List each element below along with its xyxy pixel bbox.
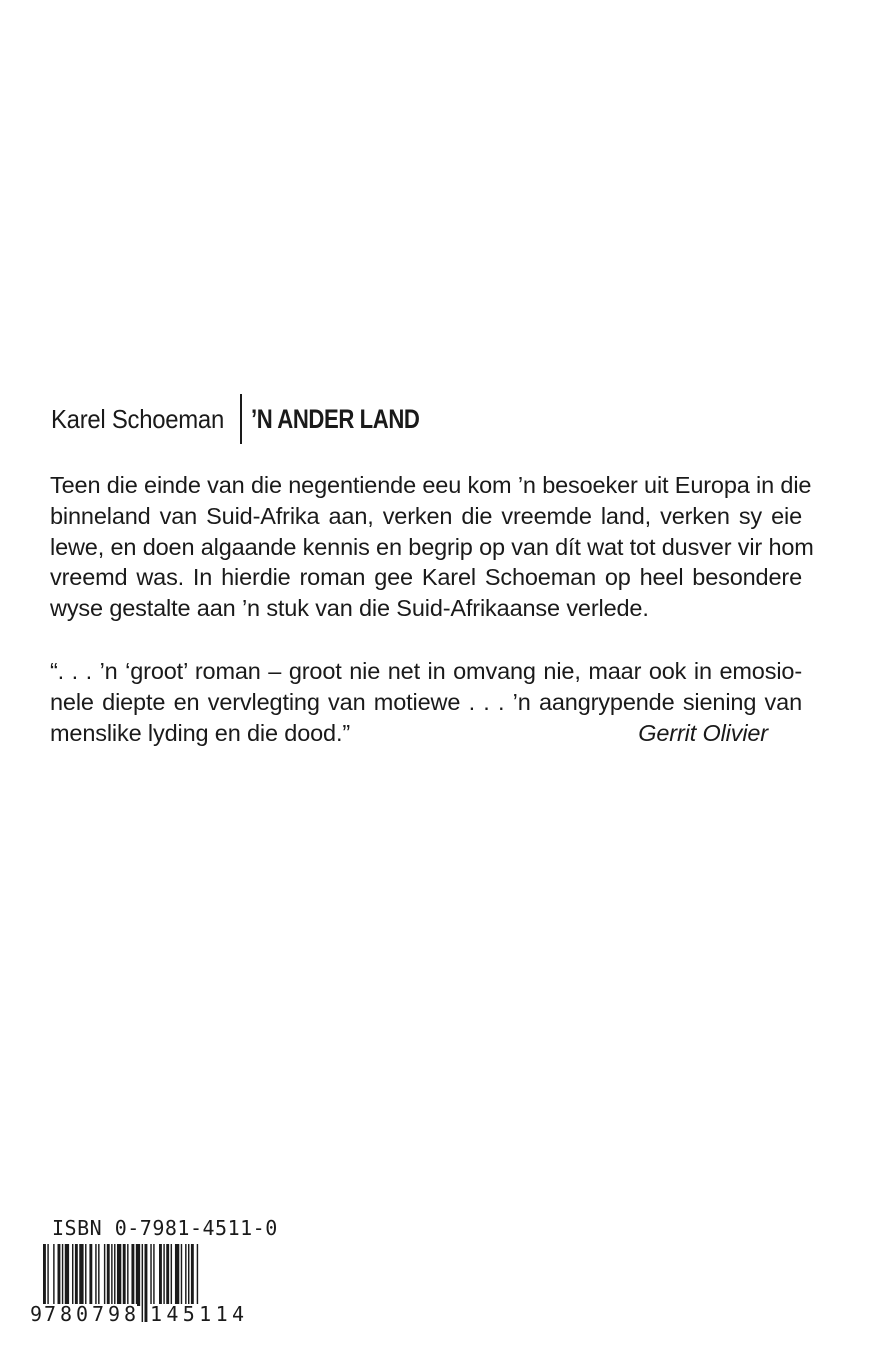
synopsis-line: wyse gestalte aan ’n stuk van die Suid-Afrikaanse verlede. <box>50 595 649 622</box>
barcode-left-digits: 780798 <box>44 1302 136 1324</box>
barcode-bar <box>65 1244 69 1306</box>
author-name: Karel Schoeman <box>51 403 224 434</box>
barcode-bar <box>111 1244 112 1306</box>
barcode-bar <box>188 1244 189 1306</box>
header-divider <box>240 394 242 444</box>
barcode-bar <box>72 1244 73 1306</box>
barcode-bar <box>166 1244 169 1306</box>
quote-line: “. . . ’n ‘groot’ roman – groot nie net in omvang nie, maar ook in emosio- <box>50 658 802 684</box>
barcode-bar <box>95 1244 96 1306</box>
barcode-bar <box>142 1244 143 1322</box>
barcode-bar <box>89 1244 92 1306</box>
barcode-bar <box>47 1244 48 1306</box>
barcode-bar <box>150 1244 151 1306</box>
barcode-bar <box>114 1244 115 1306</box>
barcode-bar <box>131 1244 134 1306</box>
barcode-bar <box>123 1244 126 1306</box>
barcode-bar <box>85 1244 86 1306</box>
barcode-bar <box>175 1244 179 1306</box>
book-header <box>51 394 457 444</box>
barcode-bar <box>75 1244 78 1306</box>
synopsis-paragraph <box>50 470 814 624</box>
isbn-label: ISBN 0-7981-4511-0 <box>52 1216 278 1240</box>
quote-last-line <box>50 718 768 749</box>
barcode-bar <box>127 1244 128 1306</box>
review-quote <box>50 656 802 748</box>
barcode-bar <box>191 1244 194 1306</box>
barcode-bar <box>197 1244 198 1306</box>
barcode-lead-digit: 9 <box>30 1302 43 1324</box>
barcode-bar <box>117 1244 121 1306</box>
barcode-bar <box>163 1244 164 1306</box>
quote-line: nele diepte en vervlegting van motiewe . . . ’n aangrypende siening van <box>50 688 802 715</box>
barcode-right-digits: 145114 <box>150 1302 244 1324</box>
barcode-bar <box>171 1244 172 1306</box>
isbn-barcode <box>30 1244 260 1324</box>
synopsis-line: Teen die einde van die negentiende eeu kom ’n besoeker uit Europa in die <box>50 472 812 498</box>
barcode-bar <box>107 1244 110 1306</box>
barcode-bar <box>98 1244 99 1306</box>
barcode-bar <box>136 1244 140 1306</box>
barcode-bar <box>79 1244 83 1306</box>
barcode-bar <box>185 1244 186 1306</box>
barcode-bar <box>62 1244 63 1306</box>
quote-line: menslike lyding en die dood.” <box>50 719 351 746</box>
barcode-bar <box>159 1244 162 1306</box>
synopsis-line: lewe, en doen algaande kennis en begrip op van dít wat tot dusver vir hom <box>50 533 814 560</box>
book-title: ’N ANDER LAND <box>251 403 420 434</box>
barcode-bar <box>53 1244 54 1306</box>
barcode-bar <box>104 1244 105 1306</box>
barcode-bar <box>153 1244 154 1306</box>
synopsis-line: vreemd was. In hierdie roman gee Karel Schoeman op heel besondere <box>50 564 802 591</box>
barcode-digit-backing-left <box>42 1304 137 1324</box>
barcode-bar <box>58 1244 61 1306</box>
barcode-bar <box>145 1244 148 1322</box>
quote-attribution: Gerrit Olivier <box>638 719 768 746</box>
synopsis-line: binneland van Suid-Afrika aan, verken die vreemde land, verken sy eie <box>50 502 802 529</box>
barcode-bar <box>181 1244 182 1306</box>
